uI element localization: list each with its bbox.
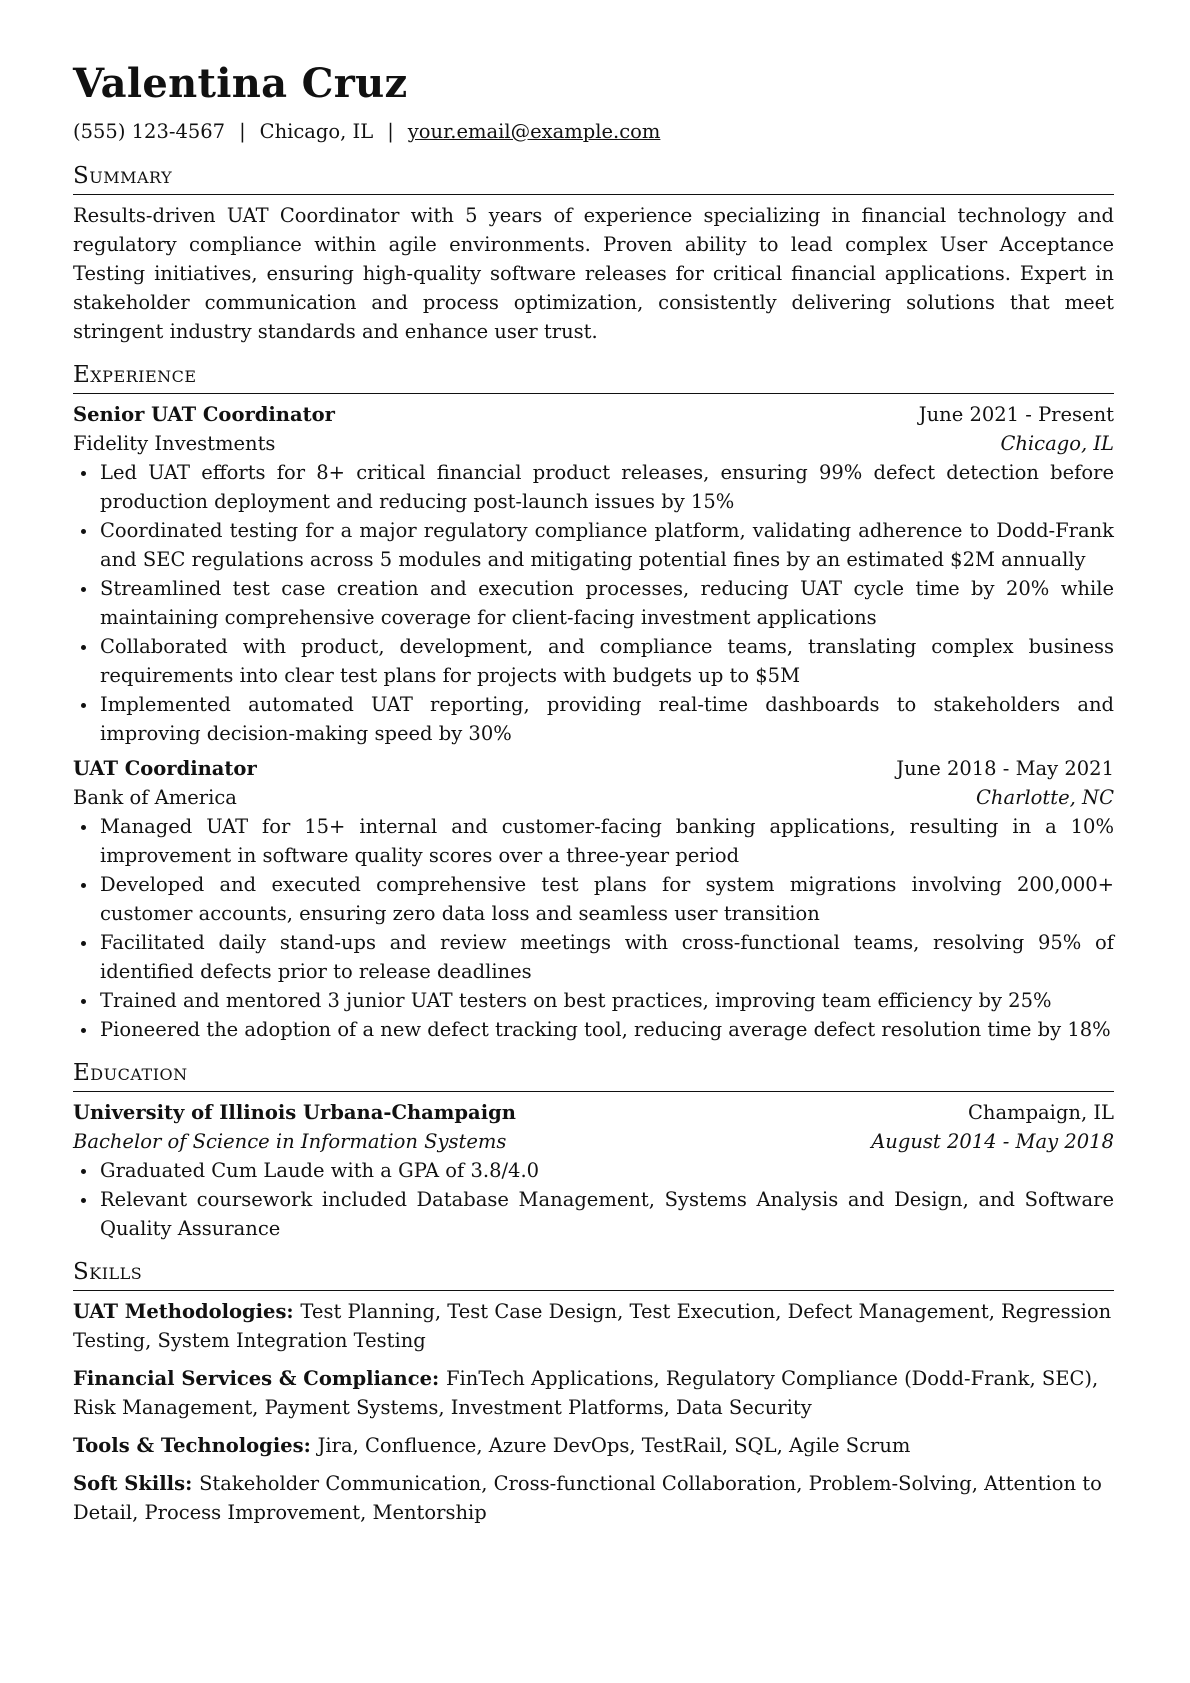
section-title-experience: Experience	[73, 360, 1114, 394]
skill-group-label: Soft Skills:	[73, 1472, 200, 1495]
job-company: Bank of America	[73, 786, 237, 809]
bullet-item: Facilitated daily stand-ups and review meetings with cross-functional teams, resolving 95% of identified defects prior to release deadlines	[73, 928, 1114, 986]
job-bullets	[73, 812, 1114, 1044]
degree-name: Bachelor of Science in Information Systems	[73, 1130, 507, 1153]
job-company: Fidelity Investments	[73, 432, 276, 455]
skill-group	[73, 1469, 1114, 1527]
experience-section	[73, 360, 1114, 1044]
education-section	[73, 1058, 1114, 1243]
skill-group-label: Financial Services & Compliance:	[73, 1367, 446, 1390]
job-title: UAT Coordinator	[73, 757, 257, 780]
bullet-item: Collaborated with product, development, and compliance teams, translating complex business requirements into clear test plans for projects with budgets up to $5M	[73, 632, 1114, 690]
school-location: Champaign, IL	[967, 1101, 1114, 1124]
bullet-item: Implemented automated UAT reporting, providing real-time dashboards to stakeholders and improving decision-making speed by 30%	[73, 690, 1114, 748]
skill-group-text: Test Planning, Test Case Design, Test Execution, Defect Management, Regression Testing, System Integration Testing	[73, 1300, 1112, 1352]
job-dates: June 2021 - Present	[918, 403, 1114, 426]
education-subheader	[73, 1127, 1114, 1156]
section-title-education: Education	[73, 1058, 1114, 1092]
job-bullets	[73, 458, 1114, 748]
contact-phone: (555) 123-4567	[73, 120, 226, 143]
bullet-item: Pioneered the adoption of a new defect tracking tool, reducing average defect resolution time by 18%	[73, 1015, 1114, 1044]
summary-text: Results-driven UAT Coordinator with 5 years of experience specializing in financial technology and regulatory compliance within agile environments. Proven ability to lead complex User Acceptance Testing initiatives, ensuring high-quality software releases for critical financial applications. Expert in stakeholder communication and process optimization, consistently delivering solutions that meet stringent industry standards and enhance user trust.	[73, 204, 1114, 343]
bullet-item: Coordinated testing for a major regulatory compliance platform, validating adherence to Dodd-Frank and SEC regulations across 5 modules and mitigating potential fines by an estimated $2M annually	[73, 516, 1114, 574]
skill-group-label: Tools & Technologies:	[73, 1434, 318, 1457]
job-location: Charlotte, NC	[976, 786, 1114, 809]
bullet-item: Led UAT efforts for 8+ critical financial product releases, ensuring 99% defect detection before production deployment and reducing post-launch issues by 15%	[73, 458, 1114, 516]
job-entry	[73, 754, 1114, 1044]
contact-location: Chicago, IL	[259, 120, 374, 143]
job-header	[73, 754, 1114, 783]
candidate-name: Valentina Cruz	[73, 60, 408, 107]
summary-section	[73, 161, 1114, 346]
skill-group	[73, 1431, 1114, 1460]
school-name: University of Illinois Urbana-Champaign	[73, 1101, 516, 1124]
bullet-item: Graduated Cum Laude with a GPA of 3.8/4.0	[73, 1156, 1114, 1185]
job-subheader	[73, 783, 1114, 812]
bullet-item: Managed UAT for 15+ internal and customer-facing banking applications, resulting in a 10% improvement in software quality scores over a three-year period	[73, 812, 1114, 870]
job-header	[73, 400, 1114, 429]
job-title: Senior UAT Coordinator	[73, 403, 335, 426]
job-entry	[73, 400, 1114, 748]
contact-separator: |	[387, 120, 394, 143]
section-title-skills: Skills	[73, 1257, 1114, 1291]
bullet-item: Trained and mentored 3 junior UAT testers on best practices, improving team efficiency by 25%	[73, 986, 1114, 1015]
bullet-item: Relevant coursework included Database Management, Systems Analysis and Design, and Software Quality Assurance	[73, 1185, 1114, 1243]
job-subheader	[73, 429, 1114, 458]
skill-group-label: UAT Methodologies:	[73, 1300, 301, 1323]
job-location: Chicago, IL	[1000, 432, 1114, 455]
education-header	[73, 1098, 1114, 1127]
education-bullets	[73, 1156, 1114, 1243]
skill-group-text: FinTech Applications, Regulatory Compliance (Dodd-Frank, SEC), Risk Management, Payment Systems, Investment Platforms, Data Security	[73, 1367, 1099, 1419]
skill-group	[73, 1297, 1114, 1355]
skill-group	[73, 1364, 1114, 1422]
contact-email-link[interactable]: your.email@example.com	[407, 120, 661, 143]
skills-section	[73, 1257, 1114, 1527]
bullet-item: Developed and executed comprehensive test plans for system migrations involving 200,000+ customer accounts, ensuring zero data loss and seamless user transition	[73, 870, 1114, 928]
contact-separator: |	[239, 120, 246, 143]
skill-group-text: Stakeholder Communication, Cross-functional Collaboration, Problem-Solving, Attention to Detail, Process Improvement, Mentorship	[73, 1472, 1102, 1524]
section-title-summary: Summary	[73, 161, 1114, 195]
bullet-item: Streamlined test case creation and execution processes, reducing UAT cycle time by 20% while maintaining comprehensive coverage for client-facing investment applications	[73, 574, 1114, 632]
education-dates: August 2014 - May 2018	[871, 1130, 1114, 1153]
job-dates: June 2018 - May 2021	[896, 757, 1114, 780]
skill-group-text: Jira, Confluence, Azure DevOps, TestRail, SQL, Agile Scrum	[317, 1434, 911, 1457]
contact-line	[73, 117, 1114, 146]
